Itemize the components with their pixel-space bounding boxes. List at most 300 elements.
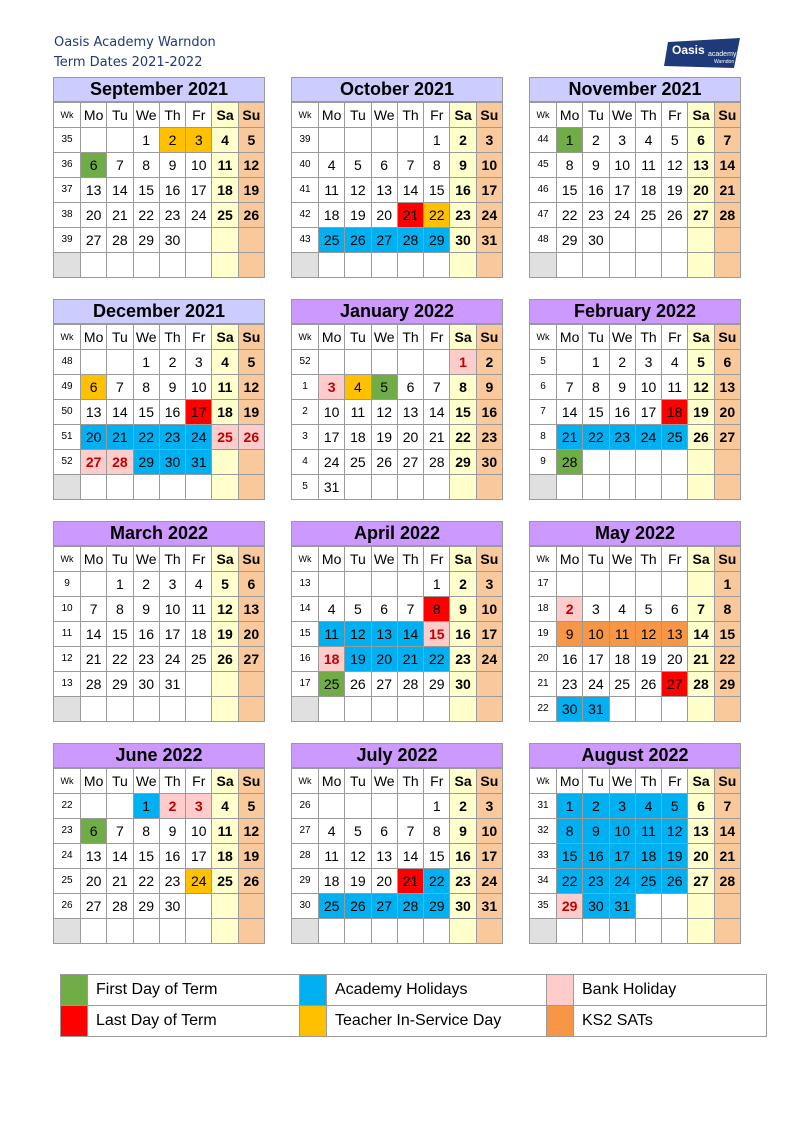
day-header: Th bbox=[397, 769, 423, 794]
week-row bbox=[292, 697, 503, 722]
week-number bbox=[292, 919, 319, 944]
day-cell bbox=[635, 450, 661, 475]
day-cell bbox=[186, 475, 212, 500]
day-cell: 26 bbox=[238, 425, 264, 450]
day-cell bbox=[609, 919, 635, 944]
day-cell: 1 bbox=[107, 572, 133, 597]
legend-swatch-sats bbox=[547, 1006, 574, 1037]
week-number: 22 bbox=[54, 794, 81, 819]
month-october-2021 bbox=[291, 77, 503, 278]
day-cell bbox=[688, 475, 714, 500]
day-cell bbox=[662, 572, 688, 597]
week-number bbox=[54, 697, 81, 722]
week-number: 26 bbox=[292, 794, 319, 819]
day-cell: 28 bbox=[107, 228, 133, 253]
day-cell: 27 bbox=[714, 425, 740, 450]
week-row bbox=[54, 350, 265, 375]
week-row bbox=[530, 425, 741, 450]
day-cell: 21 bbox=[107, 203, 133, 228]
day-cell: 3 bbox=[635, 350, 661, 375]
day-header: Fr bbox=[424, 103, 450, 128]
day-cell: 21 bbox=[714, 844, 740, 869]
day-cell bbox=[319, 253, 345, 278]
day-cell: 12 bbox=[345, 622, 371, 647]
day-cell: 26 bbox=[345, 672, 371, 697]
week-row bbox=[54, 572, 265, 597]
day-cell: 30 bbox=[450, 672, 476, 697]
day-cell: 12 bbox=[212, 597, 238, 622]
day-header: Tu bbox=[107, 325, 133, 350]
day-header: Wk bbox=[54, 547, 81, 572]
week-number: 13 bbox=[54, 672, 81, 697]
day-cell: 9 bbox=[159, 153, 185, 178]
day-cell bbox=[186, 228, 212, 253]
week-row bbox=[530, 794, 741, 819]
day-cell: 4 bbox=[212, 794, 238, 819]
week-row bbox=[292, 400, 503, 425]
day-cell: 31 bbox=[319, 475, 345, 500]
legend-swatch-ts bbox=[300, 1006, 327, 1037]
day-cell: 8 bbox=[714, 597, 740, 622]
day-cell: 25 bbox=[212, 203, 238, 228]
day-cell: 16 bbox=[450, 178, 476, 203]
day-header: Tu bbox=[583, 769, 609, 794]
day-cell: 18 bbox=[212, 844, 238, 869]
day-cell: 17 bbox=[186, 844, 212, 869]
day-cell: 10 bbox=[186, 153, 212, 178]
day-cell: 1 bbox=[424, 794, 450, 819]
week-row bbox=[292, 375, 503, 400]
week-number bbox=[54, 253, 81, 278]
day-cell: 9 bbox=[159, 819, 185, 844]
day-cell: 3 bbox=[476, 128, 502, 153]
day-cell bbox=[424, 919, 450, 944]
day-cell: 25 bbox=[319, 672, 345, 697]
day-cell bbox=[476, 253, 502, 278]
day-cell: 20 bbox=[238, 622, 264, 647]
day-cell: 14 bbox=[107, 844, 133, 869]
week-number: 38 bbox=[54, 203, 81, 228]
day-cell bbox=[212, 228, 238, 253]
day-cell: 8 bbox=[557, 153, 583, 178]
day-header: We bbox=[133, 769, 159, 794]
week-row bbox=[530, 350, 741, 375]
week-number: 48 bbox=[530, 228, 557, 253]
day-cell: 21 bbox=[557, 425, 583, 450]
day-cell: 5 bbox=[662, 794, 688, 819]
month-september-2021 bbox=[53, 77, 265, 278]
day-header: Th bbox=[397, 103, 423, 128]
legend-row bbox=[61, 1006, 767, 1037]
day-cell: 16 bbox=[476, 400, 502, 425]
week-number: 7 bbox=[530, 400, 557, 425]
day-cell: 15 bbox=[557, 178, 583, 203]
day-cell bbox=[476, 475, 502, 500]
day-cell: 17 bbox=[609, 178, 635, 203]
day-cell: 11 bbox=[345, 400, 371, 425]
day-cell: 4 bbox=[212, 128, 238, 153]
day-cell: 31 bbox=[609, 894, 635, 919]
day-cell: 22 bbox=[450, 425, 476, 450]
day-cell: 28 bbox=[714, 869, 740, 894]
day-cell: 3 bbox=[476, 572, 502, 597]
day-cell: 5 bbox=[688, 350, 714, 375]
day-cell: 2 bbox=[476, 350, 502, 375]
day-cell: 18 bbox=[212, 400, 238, 425]
day-cell: 14 bbox=[397, 844, 423, 869]
day-cell bbox=[688, 697, 714, 722]
day-header: Fr bbox=[424, 325, 450, 350]
day-cell: 19 bbox=[212, 622, 238, 647]
day-header: Mo bbox=[319, 103, 345, 128]
day-header: Wk bbox=[292, 547, 319, 572]
day-cell: 6 bbox=[662, 597, 688, 622]
day-header: Fr bbox=[186, 547, 212, 572]
day-cell: 30 bbox=[133, 672, 159, 697]
day-cell: 28 bbox=[688, 672, 714, 697]
month-title: September 2021 bbox=[53, 77, 265, 102]
week-row bbox=[530, 572, 741, 597]
day-cell bbox=[107, 919, 133, 944]
day-header: Th bbox=[159, 547, 185, 572]
day-cell: 17 bbox=[186, 178, 212, 203]
day-cell: 23 bbox=[609, 425, 635, 450]
day-cell: 11 bbox=[212, 153, 238, 178]
day-cell: 27 bbox=[688, 869, 714, 894]
day-cell: 12 bbox=[238, 375, 264, 400]
day-cell: 26 bbox=[688, 425, 714, 450]
day-cell: 8 bbox=[557, 819, 583, 844]
day-cell: 14 bbox=[107, 400, 133, 425]
legend-label-ts: Teacher In-Service Day bbox=[327, 1006, 547, 1037]
day-cell bbox=[345, 253, 371, 278]
day-cell bbox=[557, 253, 583, 278]
day-cell bbox=[212, 919, 238, 944]
day-cell: 6 bbox=[81, 819, 107, 844]
day-cell bbox=[81, 697, 107, 722]
week-number: 47 bbox=[530, 203, 557, 228]
month-title: May 2022 bbox=[529, 521, 741, 546]
day-cell: 16 bbox=[159, 400, 185, 425]
week-row bbox=[530, 672, 741, 697]
day-cell bbox=[688, 228, 714, 253]
month-table bbox=[529, 768, 741, 944]
day-cell: 11 bbox=[635, 153, 661, 178]
day-cell bbox=[107, 128, 133, 153]
day-cell: 25 bbox=[635, 869, 661, 894]
week-number: 31 bbox=[530, 794, 557, 819]
day-header: Su bbox=[238, 325, 264, 350]
day-cell: 17 bbox=[186, 400, 212, 425]
day-cell: 2 bbox=[557, 597, 583, 622]
day-cell: 26 bbox=[238, 869, 264, 894]
day-cell bbox=[714, 919, 740, 944]
week-row bbox=[292, 622, 503, 647]
day-cell bbox=[662, 253, 688, 278]
day-cell: 24 bbox=[186, 425, 212, 450]
month-table bbox=[529, 102, 741, 278]
day-cell bbox=[424, 475, 450, 500]
day-cell: 8 bbox=[583, 375, 609, 400]
day-cell: 13 bbox=[371, 622, 397, 647]
day-cell: 3 bbox=[186, 128, 212, 153]
day-cell: 4 bbox=[345, 375, 371, 400]
day-cell bbox=[714, 697, 740, 722]
week-number: 44 bbox=[530, 128, 557, 153]
week-row bbox=[292, 672, 503, 697]
day-cell bbox=[319, 572, 345, 597]
day-cell: 21 bbox=[424, 425, 450, 450]
week-number: 50 bbox=[54, 400, 81, 425]
day-cell: 30 bbox=[450, 894, 476, 919]
week-row bbox=[54, 400, 265, 425]
day-cell: 9 bbox=[476, 375, 502, 400]
day-header: We bbox=[371, 769, 397, 794]
day-cell: 8 bbox=[424, 819, 450, 844]
day-cell: 22 bbox=[424, 203, 450, 228]
day-cell: 23 bbox=[133, 647, 159, 672]
day-cell: 7 bbox=[557, 375, 583, 400]
day-cell: 11 bbox=[186, 597, 212, 622]
day-cell: 31 bbox=[583, 697, 609, 722]
week-number: 11 bbox=[54, 622, 81, 647]
day-cell: 12 bbox=[238, 819, 264, 844]
day-cell: 3 bbox=[609, 128, 635, 153]
day-cell: 7 bbox=[714, 128, 740, 153]
day-cell: 18 bbox=[319, 869, 345, 894]
day-cell: 28 bbox=[424, 450, 450, 475]
day-cell: 13 bbox=[397, 400, 423, 425]
day-header: Su bbox=[476, 547, 502, 572]
week-number bbox=[530, 475, 557, 500]
day-header: We bbox=[133, 547, 159, 572]
day-cell: 23 bbox=[450, 647, 476, 672]
week-row bbox=[530, 203, 741, 228]
week-row bbox=[54, 597, 265, 622]
week-row bbox=[530, 622, 741, 647]
day-cell: 13 bbox=[688, 819, 714, 844]
day-cell bbox=[345, 794, 371, 819]
week-row bbox=[292, 819, 503, 844]
day-cell bbox=[424, 350, 450, 375]
day-cell bbox=[81, 794, 107, 819]
week-row bbox=[54, 794, 265, 819]
month-table bbox=[53, 768, 265, 944]
week-number: 52 bbox=[292, 350, 319, 375]
day-cell bbox=[397, 350, 423, 375]
day-cell: 12 bbox=[345, 178, 371, 203]
day-cell bbox=[583, 919, 609, 944]
day-header: Mo bbox=[319, 769, 345, 794]
week-row bbox=[292, 919, 503, 944]
week-number: 39 bbox=[292, 128, 319, 153]
day-cell bbox=[81, 128, 107, 153]
day-header: Mo bbox=[557, 547, 583, 572]
day-cell bbox=[688, 572, 714, 597]
day-cell: 1 bbox=[133, 794, 159, 819]
week-row bbox=[292, 153, 503, 178]
day-cell: 14 bbox=[688, 622, 714, 647]
day-header: Fr bbox=[662, 769, 688, 794]
day-cell bbox=[714, 253, 740, 278]
day-cell bbox=[212, 672, 238, 697]
day-cell: 26 bbox=[212, 647, 238, 672]
day-cell: 24 bbox=[609, 869, 635, 894]
week-row bbox=[530, 153, 741, 178]
term-dates-subtitle: Term Dates 2021-2022 bbox=[54, 55, 203, 70]
week-number: 25 bbox=[54, 869, 81, 894]
day-cell: 22 bbox=[557, 869, 583, 894]
week-number bbox=[54, 919, 81, 944]
day-cell: 12 bbox=[371, 400, 397, 425]
month-june-2022 bbox=[53, 743, 265, 944]
day-cell: 26 bbox=[662, 203, 688, 228]
day-cell: 7 bbox=[107, 375, 133, 400]
day-cell: 8 bbox=[424, 597, 450, 622]
day-cell bbox=[238, 475, 264, 500]
day-cell: 26 bbox=[345, 228, 371, 253]
month-table bbox=[53, 546, 265, 722]
day-cell bbox=[635, 919, 661, 944]
day-header: Mo bbox=[557, 325, 583, 350]
day-cell: 5 bbox=[662, 128, 688, 153]
day-cell: 8 bbox=[133, 375, 159, 400]
month-july-2022 bbox=[291, 743, 503, 944]
day-cell: 17 bbox=[476, 178, 502, 203]
day-cell: 5 bbox=[238, 350, 264, 375]
week-number: 3 bbox=[292, 425, 319, 450]
day-cell bbox=[397, 919, 423, 944]
month-table bbox=[291, 768, 503, 944]
day-header: Sa bbox=[450, 769, 476, 794]
day-cell bbox=[450, 697, 476, 722]
month-table bbox=[291, 324, 503, 500]
day-header: Sa bbox=[688, 769, 714, 794]
day-cell: 12 bbox=[662, 153, 688, 178]
week-number: 20 bbox=[530, 647, 557, 672]
day-cell: 18 bbox=[635, 844, 661, 869]
week-number: 23 bbox=[54, 819, 81, 844]
day-cell bbox=[397, 253, 423, 278]
day-cell bbox=[609, 450, 635, 475]
day-header: Fr bbox=[662, 547, 688, 572]
day-cell: 11 bbox=[319, 622, 345, 647]
day-cell: 15 bbox=[133, 178, 159, 203]
day-cell: 14 bbox=[424, 400, 450, 425]
month-title: July 2022 bbox=[291, 743, 503, 768]
day-cell: 26 bbox=[345, 894, 371, 919]
month-april-2022 bbox=[291, 521, 503, 722]
day-header: Tu bbox=[107, 547, 133, 572]
day-header: We bbox=[371, 547, 397, 572]
day-header: Tu bbox=[345, 103, 371, 128]
day-header: Wk bbox=[54, 103, 81, 128]
day-cell bbox=[557, 350, 583, 375]
day-cell bbox=[583, 572, 609, 597]
month-december-2021 bbox=[53, 299, 265, 500]
week-number: 45 bbox=[530, 153, 557, 178]
day-cell: 6 bbox=[371, 153, 397, 178]
day-cell: 12 bbox=[688, 375, 714, 400]
day-cell: 16 bbox=[583, 844, 609, 869]
day-cell: 23 bbox=[159, 869, 185, 894]
day-cell: 3 bbox=[476, 794, 502, 819]
day-header: Mo bbox=[557, 103, 583, 128]
day-cell: 1 bbox=[450, 350, 476, 375]
week-row bbox=[292, 425, 503, 450]
month-august-2022 bbox=[529, 743, 741, 944]
day-cell: 5 bbox=[345, 819, 371, 844]
day-cell: 31 bbox=[186, 450, 212, 475]
day-cell: 20 bbox=[371, 647, 397, 672]
day-header: Mo bbox=[81, 769, 107, 794]
day-cell: 14 bbox=[107, 178, 133, 203]
day-cell: 3 bbox=[159, 572, 185, 597]
day-header: Wk bbox=[530, 325, 557, 350]
day-cell: 17 bbox=[476, 844, 502, 869]
day-cell: 2 bbox=[609, 350, 635, 375]
month-march-2022 bbox=[53, 521, 265, 722]
day-header: Th bbox=[635, 547, 661, 572]
day-cell bbox=[345, 350, 371, 375]
day-cell: 12 bbox=[662, 819, 688, 844]
day-cell: 10 bbox=[609, 153, 635, 178]
day-cell: 10 bbox=[319, 400, 345, 425]
day-cell bbox=[186, 253, 212, 278]
week-number: 36 bbox=[54, 153, 81, 178]
day-cell: 13 bbox=[81, 178, 107, 203]
week-row bbox=[54, 153, 265, 178]
day-header: Wk bbox=[530, 103, 557, 128]
day-cell: 27 bbox=[81, 450, 107, 475]
day-cell: 25 bbox=[345, 450, 371, 475]
day-cell bbox=[635, 253, 661, 278]
day-cell: 30 bbox=[159, 450, 185, 475]
day-cell bbox=[371, 697, 397, 722]
week-number: 48 bbox=[54, 350, 81, 375]
day-cell bbox=[583, 253, 609, 278]
day-cell: 18 bbox=[212, 178, 238, 203]
day-cell: 26 bbox=[662, 869, 688, 894]
week-number: 12 bbox=[54, 647, 81, 672]
day-cell: 13 bbox=[688, 153, 714, 178]
day-cell: 17 bbox=[635, 400, 661, 425]
day-header: Mo bbox=[319, 325, 345, 350]
day-cell: 27 bbox=[371, 672, 397, 697]
day-cell: 16 bbox=[450, 844, 476, 869]
day-header: Th bbox=[635, 103, 661, 128]
day-header: Tu bbox=[583, 103, 609, 128]
day-cell bbox=[609, 228, 635, 253]
month-title: March 2022 bbox=[53, 521, 265, 546]
day-header: Sa bbox=[212, 325, 238, 350]
day-header: Tu bbox=[345, 547, 371, 572]
day-cell: 20 bbox=[371, 869, 397, 894]
week-number: 30 bbox=[292, 894, 319, 919]
day-cell: 16 bbox=[159, 844, 185, 869]
day-cell: 30 bbox=[583, 228, 609, 253]
day-cell: 2 bbox=[450, 794, 476, 819]
day-cell bbox=[609, 475, 635, 500]
day-cell: 4 bbox=[186, 572, 212, 597]
day-cell: 18 bbox=[635, 178, 661, 203]
week-row bbox=[292, 844, 503, 869]
day-cell: 21 bbox=[688, 647, 714, 672]
month-title: August 2022 bbox=[529, 743, 741, 768]
day-cell: 17 bbox=[609, 844, 635, 869]
day-cell: 29 bbox=[133, 894, 159, 919]
day-cell: 2 bbox=[450, 128, 476, 153]
